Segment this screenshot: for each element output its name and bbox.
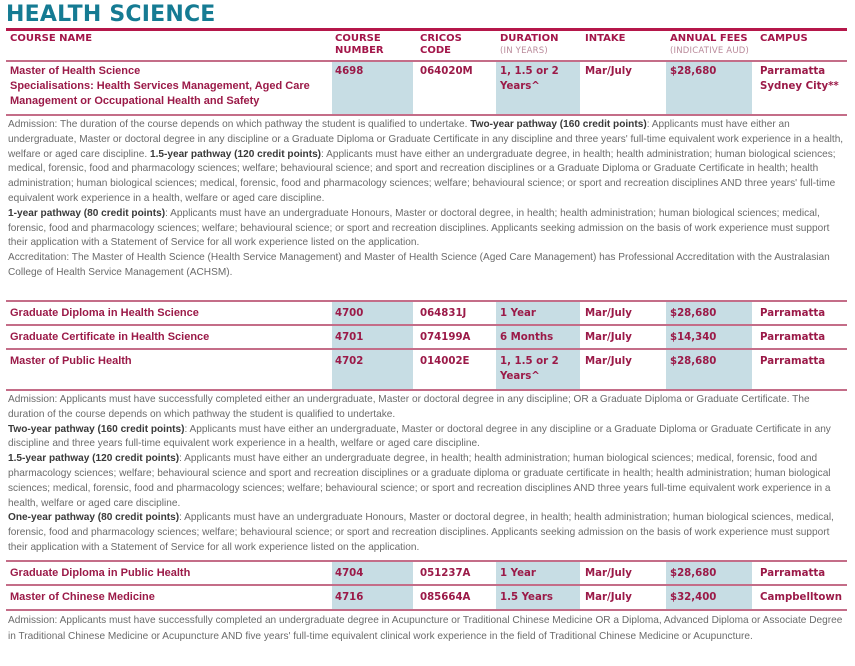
duration: 1.5 Years [500, 592, 553, 603]
cricos-code: 085664A [420, 592, 471, 603]
course-number: 4700 [335, 308, 364, 319]
intake: Mar/July [585, 592, 632, 603]
row-divider [6, 389, 847, 391]
admission-note-health-science: Admission: The duration of the course depends on which pathway the student is qualified to undertake. Two-year pathway (160 credit points): Applicants must have either an undergraduate, Master or doctoral degree in any discipline or a Graduate Diploma or Graduate Certificate in any discipline and three years' full-time equivalent work experience in a health, welfare or aged care discipline. 1.5-year pathway (120 credit points): Applicants must have either an undergraduate degree, in health; health administration; human biological sciences; medical, forensic, food and pharmacology sciences; welfare; behavioural science; and sport and recreation disciplines or a Graduate Diploma or Graduate Certificate in health; health administration; human biological sciences; medical, forensic, food and pharmacology sciences; welfare; behavioural science; or sport and recreation disciplines AND three years' full-time equivalent work experience in a health, welfare or aged care discipline. 1-year pathway (80 credit points): Applicants must have an undergraduate Honours, Master or doctoral degree, in health; health administration; human biological sciences; medical, forensic, food and pharmacology sciences; welfare; behavioural science; or sport and recreation disciplines. Applicants seeking admission on the basis of work experience must support their application with a Statement of Service for all work experience listed on the application. Accreditation: The Master of Health Science (Health Service Management) and Master of Health Science (Aged Care Management) has Professional Accreditation with the Australasian College of Health Service Management (ACHSM). [8, 119, 844, 278]
header-duration: DURATION (IN YEARS) [500, 33, 559, 56]
cricos-code: 051237A [420, 568, 471, 579]
row-divider [6, 584, 847, 586]
row-divider [6, 300, 847, 302]
admission-note-chinese-medicine: Admission: Applicants must have successfully completed an undergraduate degree in Acupuncture or Traditional Chinese Medicine OR a Diploma, Advanced Diploma or Associate Degree in Traditional Chinese Medicine or Acupuncture AND five years' full-time equivalent clinical work experience in the field of Traditional Chinese Medicine or Acupuncture. [8, 615, 843, 642]
intake: Mar/July [585, 308, 632, 319]
row-divider [6, 609, 847, 611]
cricos-code: 014002E [420, 356, 470, 367]
header-intake: INTAKE [585, 33, 626, 44]
course-number: 4716 [335, 592, 364, 603]
cricos-code: 064831J [420, 308, 467, 319]
duration: 1, 1.5 or 2 Years^ [500, 356, 559, 382]
campus: Parramatta Sydney City** [760, 66, 839, 92]
header-campus: CAMPUS [760, 33, 808, 44]
annual-fees: $28,680 [670, 66, 717, 77]
row-divider [6, 114, 847, 116]
course-name: Master of Public Health [10, 355, 132, 367]
course-name: Graduate Certificate in Health Science [10, 331, 210, 343]
course-number: 4702 [335, 356, 364, 367]
course-name: Master of Health Science Specialisations: Health Services Management, Aged Care Management or Occupational Health and Safety [10, 65, 310, 107]
intake: Mar/July [585, 356, 632, 367]
duration: 1, 1.5 or 2 Years^ [500, 66, 559, 92]
course-name: Graduate Diploma in Public Health [10, 567, 191, 579]
row-divider [6, 348, 847, 350]
duration: 1 Year [500, 308, 536, 319]
header-course-number: COURSE NUMBER [335, 33, 384, 56]
duration: 1 Year [500, 568, 536, 579]
header-cricos-code: CRICOS CODE [420, 33, 462, 56]
row-divider [6, 60, 847, 62]
annual-fees: $28,680 [670, 568, 717, 579]
annual-fees: $14,340 [670, 332, 717, 343]
campus: Parramatta [760, 356, 826, 367]
annual-fees: $28,680 [670, 308, 717, 319]
course-number: 4704 [335, 568, 364, 579]
title-rule [6, 28, 847, 31]
campus: Campbelltown [760, 592, 842, 603]
row-divider [6, 324, 847, 326]
campus: Parramatta [760, 568, 826, 579]
course-number: 4698 [335, 66, 364, 77]
campus: Parramatta [760, 308, 826, 319]
header-annual-fees: ANNUAL FEES (INDICATIVE AUD) [670, 33, 750, 56]
intake: Mar/July [585, 66, 632, 77]
cricos-code: 064020M [420, 66, 473, 77]
intake: Mar/July [585, 332, 632, 343]
campus: Parramatta [760, 332, 826, 343]
intake: Mar/July [585, 568, 632, 579]
annual-fees: $28,680 [670, 356, 717, 367]
cricos-code: 074199A [420, 332, 471, 343]
course-name: Graduate Diploma in Health Science [10, 307, 199, 319]
duration: 6 Months [500, 332, 554, 343]
row-divider [6, 560, 847, 562]
course-number: 4701 [335, 332, 364, 343]
annual-fees: $32,400 [670, 592, 717, 603]
page-title: HEALTH SCIENCE [6, 2, 216, 27]
course-name: Master of Chinese Medicine [10, 591, 155, 603]
header-course-name: COURSE NAME [10, 33, 93, 44]
admission-note-public-health: Admission: Applicants must have successfully completed either an undergraduate, Master or doctoral degree in any discipline; OR a Graduate Diploma or Graduate Certificate. The duration of the course depends on which pathway the student is qualified to undertake. Two-year pathway (160 credit points): Applicants must have either an undergraduate, Master or doctoral degree in any discipline or a Graduate Diploma or Graduate Certificate in any discipline and three years full-time equivalent work experience in a health, welfare or aged care discipline. 1.5-year pathway (120 credit points): Applicants must have either an undergraduate degree, in health; health administration; human biological sciences; medical, forensic, food and pharmacology sciences; welfare; behavioural science and sport and recreation disciplines or a graduate diploma or graduate certificate in health; health administration; human biological sciences; medical, forensic, food and pharmacology sciences; welfare; behavioural science; or sport and recreation disciplines AND three years full-time equivalent work experience in a health, welfare or aged care discipline. One-year pathway (80 credit points): Applicants must have an undergraduate Honours, Master or doctoral degree, in health; health administration; human biological sciences, medical, forensic, food and pharmacology sciences; welfare; behavioural science; or sport and recreation disciplines. Applicants seeking admission on the basis of work experience must support their application with a Statement of Service for all work experience listed on the application. [8, 394, 834, 553]
